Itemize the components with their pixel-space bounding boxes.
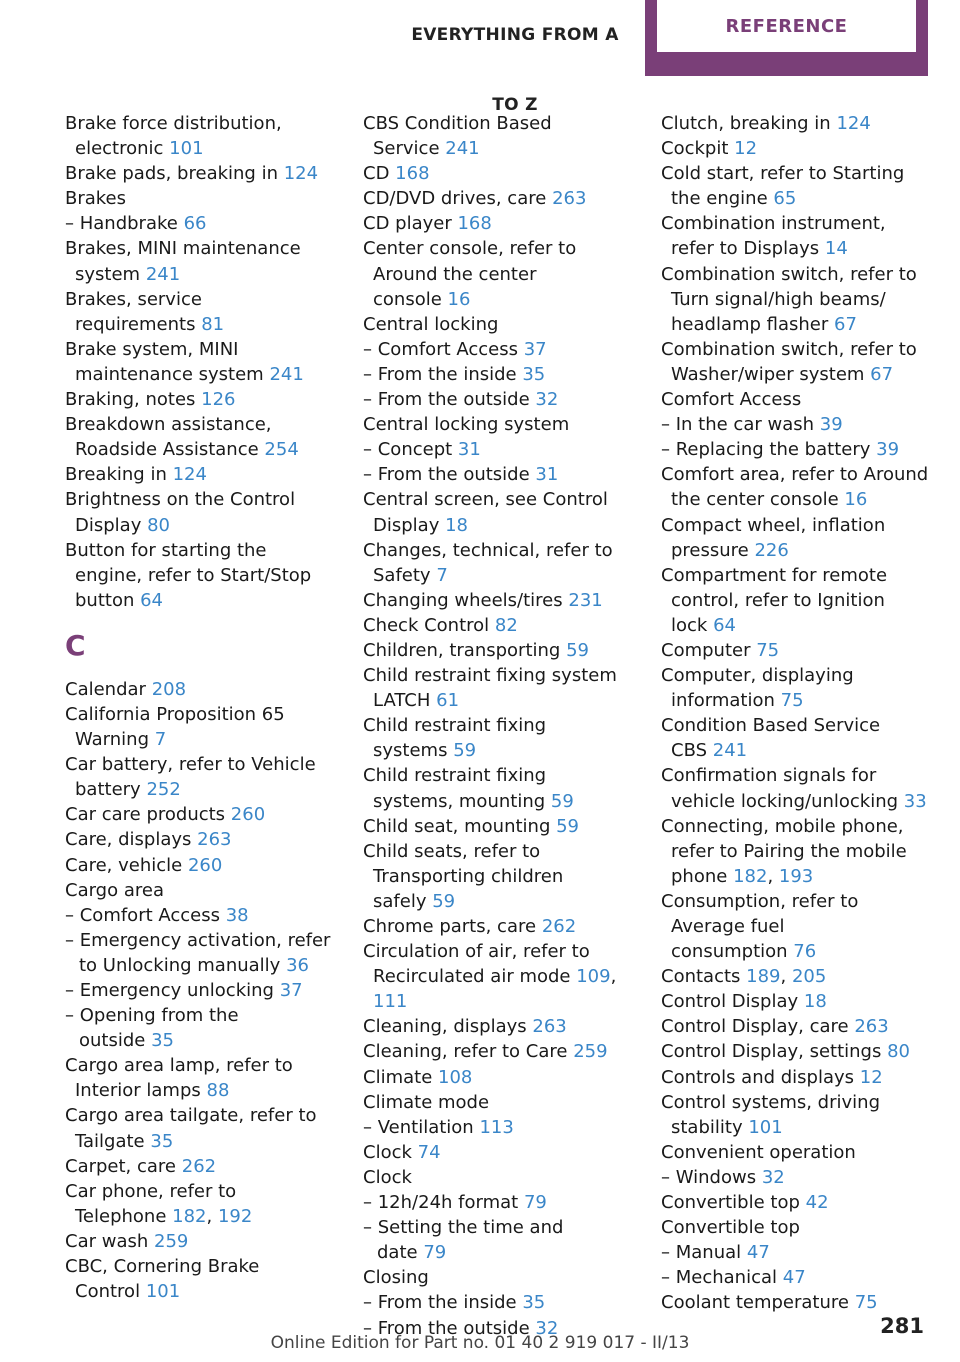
- page-reference-link[interactable]: 12: [859, 1066, 883, 1088]
- index-entry: [661, 387, 929, 412]
- page-reference-link[interactable]: 31: [535, 464, 559, 486]
- index-entry: [65, 1053, 333, 1103]
- page-reference-link[interactable]: 38: [225, 904, 249, 926]
- page-reference-link[interactable]: 65: [773, 188, 797, 210]
- index-term: Control Display, care: [661, 1016, 849, 1038]
- index-term: Comfort area, refer to Around the center console: [661, 464, 929, 511]
- page-reference-link[interactable]: 14: [824, 238, 848, 260]
- index-term: Control systems, driving stability: [661, 1091, 880, 1138]
- page-reference-link[interactable]: 262: [181, 1155, 217, 1177]
- index-term: Climate mode: [363, 1091, 490, 1113]
- index-subentry: [363, 1290, 631, 1315]
- page-reference-link[interactable]: 67: [870, 363, 894, 385]
- index-term: From the inside: [377, 363, 517, 385]
- page-reference-link[interactable]: 226: [754, 539, 789, 561]
- index-term: Convenient operation: [661, 1141, 856, 1163]
- index-subentry: [65, 903, 333, 928]
- index-entry: Contacts 189, 205: [661, 966, 827, 988]
- index-column-2: [363, 111, 631, 1341]
- page-reference-link[interactable]: 59: [432, 890, 456, 912]
- index-subentry: [363, 437, 631, 462]
- index-subentry: [661, 412, 929, 437]
- page-reference-link[interactable]: 32: [761, 1166, 785, 1188]
- index-subentry: [65, 928, 333, 978]
- page-reference-link[interactable]: 168: [395, 163, 430, 185]
- index-term: Manual: [675, 1242, 742, 1264]
- index-term: Clock: [363, 1166, 412, 1188]
- index-term: Climate: [363, 1066, 433, 1088]
- index-term: Consumption, refer to Average fuel consumption: [661, 890, 859, 963]
- page-reference-link[interactable]: 66: [183, 213, 207, 235]
- index-entry: [65, 186, 333, 211]
- page-reference-link[interactable]: 39: [876, 439, 900, 461]
- index-term: Setting the time and date: [377, 1217, 564, 1264]
- index-entry: [65, 462, 333, 487]
- index-entry: [65, 412, 333, 462]
- index-entry: [363, 236, 631, 311]
- index-entry: [363, 111, 631, 161]
- index-term: Opening from the outside: [79, 1005, 239, 1052]
- page-reference-link[interactable]: 263: [197, 829, 232, 851]
- index-entry: [363, 814, 631, 839]
- index-subentry: [363, 1215, 631, 1265]
- page-reference-link[interactable]: 101: [169, 138, 204, 160]
- page-reference-link[interactable]: 37: [279, 980, 303, 1001]
- index-subentry: [363, 1115, 631, 1140]
- index-term: Comfort Access: [377, 338, 518, 360]
- page-reference-link[interactable]: 79: [523, 1192, 547, 1214]
- index-subentry: [363, 387, 631, 412]
- index-term: Coolant temperature: [661, 1292, 849, 1314]
- page-reference-link[interactable]: 35: [522, 363, 546, 385]
- page-reference-link[interactable]: 76: [793, 941, 817, 963]
- page-reference-link[interactable]: 33: [903, 790, 927, 812]
- index-term: Windows: [675, 1166, 757, 1188]
- index-term: Contacts: [661, 966, 741, 988]
- index-entry: [661, 462, 929, 512]
- page-reference-link[interactable]: 59: [550, 790, 574, 812]
- index-term: Ventilation: [377, 1116, 474, 1138]
- index-entry: [363, 1039, 631, 1064]
- index-entry: [661, 211, 929, 261]
- page-reference-link[interactable]: 263: [854, 1016, 889, 1038]
- index-term: From the outside: [377, 389, 530, 411]
- index-entry: [65, 287, 333, 337]
- chapter-tab-label: REFERENCE: [725, 15, 848, 37]
- page-reference-link[interactable]: 231: [568, 589, 603, 611]
- page-reference-link[interactable]: 208: [151, 678, 187, 700]
- index-term: Brightness on the Control Display: [65, 489, 296, 536]
- index-entry: [363, 412, 631, 437]
- index-term: Child seats, refer to Transporting children safely: [363, 840, 564, 912]
- index-entry: [661, 663, 929, 713]
- page-reference-link[interactable]: 260: [230, 804, 266, 826]
- index-term: Concept: [377, 439, 453, 461]
- index-entry: [363, 1265, 631, 1290]
- page-reference-link[interactable]: 64: [140, 589, 164, 611]
- index-entry: [661, 513, 929, 563]
- index-entry: [661, 1215, 929, 1240]
- index-term: Mechanical: [675, 1267, 778, 1289]
- index-term: Car battery, refer to Vehicle battery: [65, 754, 316, 801]
- index-entry: [363, 211, 631, 236]
- page-reference-link[interactable]: 36: [286, 954, 309, 976]
- index-term: Replacing the battery: [675, 439, 871, 461]
- index-term: Convertible top: [661, 1192, 800, 1214]
- index-term: Car care products: [65, 804, 226, 826]
- index-term: Control Display, settings: [661, 1041, 882, 1063]
- index-entry: [363, 487, 631, 537]
- page-reference-link[interactable]: 75: [854, 1292, 878, 1314]
- index-entry: [363, 1140, 631, 1165]
- index-entry: [363, 538, 631, 588]
- index-entry: [65, 161, 333, 186]
- index-term: Breaking in: [65, 464, 167, 486]
- index-term: Computer: [661, 639, 751, 661]
- index-term: Changing wheels/tires: [363, 589, 563, 611]
- index-term: Care, vehicle: [65, 854, 183, 876]
- index-subentry: [65, 978, 333, 1003]
- page-reference-link[interactable]: 126: [201, 389, 236, 411]
- index-entry: [661, 136, 929, 161]
- index-term: Compact wheel, inflation pressure: [661, 514, 886, 561]
- index-term: Combination switch, refer to Turn signal/high beams/ headlamp flasher: [661, 263, 917, 335]
- index-entry: [65, 878, 333, 903]
- chapter-tab[interactable]: [645, 0, 928, 76]
- index-entry: [661, 337, 929, 387]
- page-reference-link[interactable]: 61: [436, 690, 460, 712]
- index-term: Braking, notes: [65, 389, 196, 411]
- page-reference-link[interactable]: 35: [150, 1130, 174, 1152]
- index-term: Central locking system: [363, 414, 570, 436]
- index-term: Child restraint fixing system LATCH: [363, 665, 617, 712]
- page-reference-link[interactable]: 124: [283, 163, 319, 185]
- index-subentry: [65, 211, 333, 236]
- page-reference-link[interactable]: 42: [805, 1192, 829, 1214]
- page-reference-link[interactable]: 18: [803, 991, 827, 1013]
- index-term: Cargo area lamp, refer to Interior lamps: [65, 1055, 293, 1102]
- page-reference-link[interactable]: 108: [438, 1066, 473, 1088]
- page-reference-link[interactable]: 39: [819, 414, 843, 436]
- page-reference-link[interactable]: 35: [151, 1030, 174, 1052]
- index-term: Circulation of air, refer to Recirculated air mode: [363, 941, 590, 988]
- page-number: 281: [880, 1314, 924, 1338]
- index-term: CD/DVD drives, care: [363, 188, 547, 210]
- index-entry: [661, 563, 929, 638]
- page-reference-link[interactable]: 241: [445, 138, 480, 160]
- page-reference-link[interactable]: 80: [887, 1041, 910, 1063]
- page-reference-link[interactable]: 259: [154, 1230, 189, 1252]
- index-entry: [65, 1254, 333, 1304]
- index-entry: [661, 111, 929, 136]
- index-entry: [661, 1065, 929, 1090]
- index-entry: [661, 1290, 929, 1315]
- index-term: Carpet, care: [65, 1155, 177, 1177]
- page-reference-link[interactable]: 18: [445, 514, 468, 536]
- index-term: Controls and displays: [661, 1066, 855, 1088]
- page-reference-link[interactable]: 262: [541, 916, 577, 937]
- page-reference-link[interactable]: 241: [145, 263, 181, 285]
- index-term: Compartment for remote control, refer to Ignition lock: [661, 564, 888, 636]
- page-reference-link[interactable]: 111: [373, 991, 408, 1013]
- index-term: California Proposition 65 Warning: [65, 703, 285, 751]
- index-subentry: [661, 437, 929, 462]
- index-term: Emergency activation, refer to Unlocking manually: [79, 929, 331, 976]
- index-subentry: [363, 1190, 631, 1215]
- index-term: Check Control: [363, 614, 490, 636]
- page-reference-link[interactable]: 7: [154, 729, 167, 751]
- page-reference-link[interactable]: 7: [436, 564, 448, 586]
- index-entry: [363, 312, 631, 337]
- index-subentry: [363, 337, 631, 362]
- index-entry: [661, 989, 929, 1014]
- index-entry: [65, 853, 333, 878]
- index-entry: [65, 752, 333, 802]
- index-term: Confirmation signals for vehicle locking/unlocking: [661, 765, 899, 812]
- index-term: Clutch, breaking in: [661, 113, 831, 134]
- index-entry: [661, 262, 929, 337]
- index-term: Combination switch, refer to Washer/wiper system: [661, 338, 917, 385]
- page-reference-link[interactable]: 12: [734, 138, 758, 160]
- index-term: Cleaning, refer to Care: [363, 1041, 568, 1063]
- page-reference-link[interactable]: 80: [147, 514, 170, 536]
- page-reference-link[interactable]: 16: [447, 288, 471, 310]
- index-term: Chrome parts, care: [363, 916, 537, 937]
- index-term: Button for starting the engine, refer to Start/Stop button: [65, 539, 312, 611]
- index-term: Brakes, MINI maintenance system: [65, 238, 301, 285]
- index-subentry: [65, 1003, 333, 1053]
- page-reference-link[interactable]: 32: [535, 389, 559, 411]
- index-term: Calendar: [65, 678, 146, 700]
- index-entry: [65, 538, 333, 613]
- page-reference-link[interactable]: 59: [566, 639, 589, 661]
- running-header-section: [395, 0, 635, 115]
- index-term: Cockpit: [661, 138, 729, 160]
- page-reference-link[interactable]: 241: [712, 740, 748, 762]
- index-entry: [363, 663, 631, 713]
- index-term: Brakes, service requirements: [65, 288, 202, 335]
- page-reference-link[interactable]: 16: [844, 489, 868, 511]
- index-entry: [661, 1140, 929, 1165]
- index-term: In the car wash: [675, 414, 815, 436]
- page-reference-link[interactable]: 37: [523, 338, 547, 360]
- index-term: Brake system, MINI maintenance system: [65, 338, 264, 385]
- index-term: Cleaning, displays: [363, 1016, 527, 1038]
- index-term: Convertible top: [661, 1217, 800, 1239]
- index-term: Center console, refer to Around the center console: [363, 238, 577, 310]
- index-entry: [65, 827, 333, 852]
- index-entry: [363, 839, 631, 914]
- page-reference-link[interactable]: 109: [576, 966, 611, 988]
- index-term: Care, displays: [65, 829, 192, 851]
- index-term: Cargo area tailgate, refer to Tailgate: [65, 1105, 317, 1152]
- section-title: EVERYTHING FROM A TO Z: [411, 25, 619, 115]
- index-entry: [661, 763, 929, 813]
- page-reference-link[interactable]: 101: [145, 1281, 181, 1303]
- index-entry: [65, 1154, 333, 1179]
- page-reference-link[interactable]: 192: [217, 1205, 253, 1227]
- index-entry: [65, 236, 333, 286]
- index-subentry: [661, 1165, 929, 1190]
- index-entry: [661, 1039, 929, 1064]
- page-reference-link[interactable]: 124: [172, 464, 207, 486]
- index-term: CD player: [363, 213, 452, 235]
- index-subentry: [363, 462, 631, 487]
- index-entry: [363, 763, 631, 813]
- index-term: CBC, Cornering Brake Control: [65, 1256, 260, 1303]
- index-entry: Car phone, refer to Telephone 182, 192: [65, 1180, 253, 1227]
- page-reference-link[interactable]: 124: [836, 113, 871, 134]
- index-term: Clock: [363, 1141, 412, 1163]
- index-entry: [363, 1165, 631, 1190]
- index-term: Brake pads, breaking in: [65, 163, 278, 185]
- index-entry: [661, 161, 929, 211]
- page-reference-link[interactable]: 241: [269, 363, 304, 385]
- page-reference-link[interactable]: 79: [423, 1242, 447, 1264]
- index-entry: Circulation of air, refer to Recirculated air mode 109, 111: [363, 941, 617, 1013]
- page-reference-link[interactable]: 88: [206, 1080, 230, 1102]
- index-entry: [363, 613, 631, 638]
- index-entry: [65, 802, 333, 827]
- index-term: Breakdown assistance, Roadside Assistance: [65, 414, 272, 461]
- page-reference-link[interactable]: 193: [778, 865, 814, 887]
- page-reference-link[interactable]: 260: [187, 854, 223, 876]
- page-reference-link[interactable]: 263: [532, 1016, 567, 1038]
- page-reference-link[interactable]: 82: [494, 614, 518, 636]
- index-entry: [661, 713, 929, 763]
- index-entry: [363, 1014, 631, 1039]
- index-term: Changes, technical, refer to Safety: [363, 539, 613, 586]
- page-reference-link[interactable]: 263: [552, 188, 587, 210]
- index-entry: [363, 1090, 631, 1115]
- page-reference-link[interactable]: 75: [780, 690, 804, 712]
- index-term: Car wash: [65, 1230, 149, 1252]
- page-reference-link[interactable]: 59: [453, 740, 477, 762]
- page-reference-link[interactable]: 32: [535, 1317, 559, 1339]
- index-term: From the outside: [377, 464, 530, 486]
- index-entry: [65, 387, 333, 412]
- index-term: CBS Condition Based Service: [363, 113, 552, 160]
- index-term: Children, transporting: [363, 639, 561, 661]
- page-reference-link[interactable]: 168: [457, 213, 492, 235]
- page-reference-link[interactable]: 64: [713, 614, 736, 636]
- index-entry: Connecting, mobile phone, refer to Pairing the mobile phone 182, 193: [661, 815, 907, 887]
- index-term: Comfort Access: [79, 904, 220, 926]
- page-reference-link[interactable]: 205: [791, 966, 827, 988]
- index-term: Handbrake: [79, 213, 178, 235]
- index-subentry: [661, 1265, 929, 1290]
- index-term: CD: [363, 163, 390, 185]
- index-term: Comfort Access: [661, 389, 802, 411]
- index-term: Emergency unlocking: [79, 980, 274, 1001]
- index-entry: [661, 1090, 929, 1140]
- page-reference-link[interactable]: 59: [556, 815, 580, 837]
- index-term: Child restraint fixing systems: [363, 715, 547, 762]
- page-reference-link[interactable]: 35: [522, 1292, 546, 1314]
- index-entry: [661, 1190, 929, 1215]
- index-term: Brake force distribution, electronic: [65, 113, 282, 160]
- index-entry: [661, 1014, 929, 1039]
- index-entry: [65, 702, 333, 752]
- index-term: Child seat, mounting: [363, 815, 551, 837]
- page-reference-link[interactable]: 252: [146, 779, 181, 801]
- index-entry: [65, 111, 333, 161]
- index-term: 12h/24h format: [377, 1192, 519, 1214]
- page-reference-link[interactable]: 189: [746, 966, 781, 988]
- index-term: Central locking: [363, 313, 499, 335]
- index-entry: [65, 337, 333, 387]
- index-entry: [661, 889, 929, 964]
- index-entry: [65, 487, 333, 537]
- page-reference-link[interactable]: 259: [573, 1041, 608, 1063]
- edition-footer: Online Edition for Part no. 01 40 2 919 017 - II/13: [270, 1333, 690, 1353]
- page-reference-link[interactable]: 254: [264, 439, 299, 461]
- index-entry: [363, 588, 631, 613]
- index-term: Central screen, see Control Display: [363, 489, 608, 536]
- index-entry: [661, 638, 929, 663]
- index-term: Condition Based Service CBS: [661, 715, 881, 762]
- index-entry: [65, 1103, 333, 1153]
- page-reference-link[interactable]: 182: [172, 1205, 207, 1227]
- index-entry: [363, 1065, 631, 1090]
- index-term: Connecting, mobile phone, refer to Pairing the mobile phone: [661, 815, 907, 887]
- index-term: Control Display: [661, 991, 799, 1013]
- index-entry: [363, 161, 631, 186]
- index-term: From the inside: [377, 1292, 517, 1314]
- page-reference-link[interactable]: 31: [457, 439, 481, 461]
- index-term: Computer, displaying information: [661, 665, 854, 712]
- index-term: Closing: [363, 1267, 429, 1289]
- page-reference-link[interactable]: 81: [201, 313, 225, 335]
- index-term: Child restraint fixing systems, mounting: [363, 765, 547, 812]
- page-reference-link[interactable]: 47: [746, 1242, 770, 1264]
- index-letter-heading: C: [65, 628, 86, 662]
- index-entry: [363, 638, 631, 663]
- page-reference-link[interactable]: 182: [733, 865, 768, 887]
- index-entry: [363, 186, 631, 211]
- index-term: From the outside: [377, 1317, 530, 1339]
- index-term: Cold start, refer to Starting the engine: [661, 163, 905, 210]
- index-entry: [65, 677, 333, 702]
- index-subentry: [661, 1240, 929, 1265]
- index-term: Brakes: [65, 188, 127, 210]
- index-term: Combination instrument, refer to Displays: [661, 213, 886, 260]
- index-entry: [363, 914, 631, 939]
- index-term: Cargo area: [65, 879, 164, 901]
- page-reference-link[interactable]: 74: [417, 1141, 441, 1163]
- page-reference-link[interactable]: 67: [834, 313, 857, 335]
- page-reference-link[interactable]: 75: [756, 639, 780, 661]
- page-reference-link[interactable]: 113: [479, 1116, 514, 1138]
- index-subentry: [363, 362, 631, 387]
- index-column-3: [661, 111, 929, 1316]
- index-term: Car phone, refer to Telephone: [65, 1180, 237, 1227]
- index-entry: [65, 1229, 333, 1254]
- index-column-1: [65, 111, 333, 1304]
- index-entry: [363, 713, 631, 763]
- page-reference-link[interactable]: 47: [782, 1267, 806, 1289]
- page-reference-link[interactable]: 101: [748, 1116, 783, 1138]
